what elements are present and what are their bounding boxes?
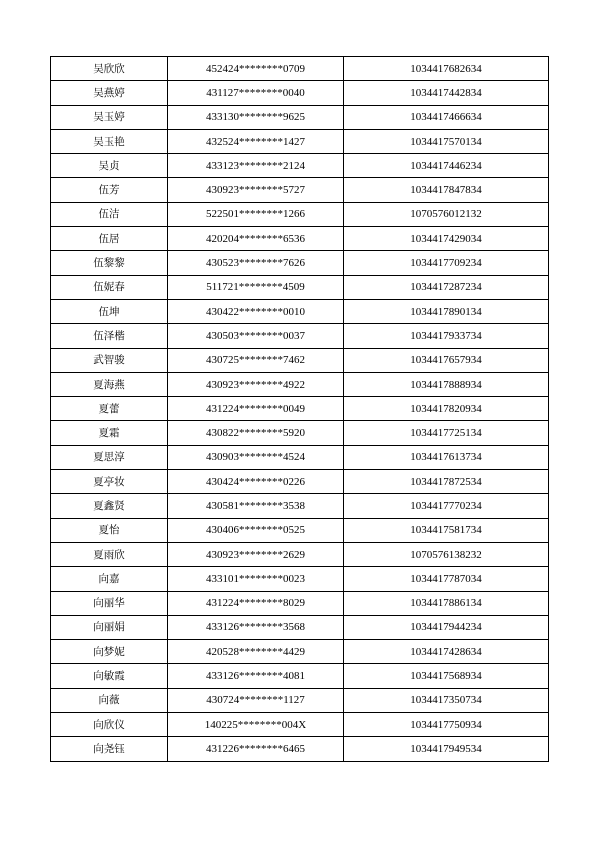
- name-cell: 向嘉: [51, 567, 168, 591]
- id-number-cell: 433101********0023: [168, 567, 344, 591]
- name-cell: 向欣仪: [51, 713, 168, 737]
- name-cell: 伍居: [51, 227, 168, 251]
- id-number-cell: 430581********3538: [168, 494, 344, 518]
- code-cell: 1034417568934: [344, 664, 549, 688]
- table-row: [51, 251, 549, 275]
- code-cell: 1034417886134: [344, 591, 549, 615]
- table-row: [51, 737, 549, 761]
- table-row: [51, 324, 549, 348]
- code-cell: 1034417657934: [344, 348, 549, 372]
- id-number-cell: 431226********6465: [168, 737, 344, 761]
- table-row: [51, 178, 549, 202]
- code-cell: 1034417770234: [344, 494, 549, 518]
- id-number-cell: 430923********5727: [168, 178, 344, 202]
- id-number-cell: 430923********2629: [168, 542, 344, 566]
- table-row: [51, 227, 549, 251]
- id-number-cell: 430903********4524: [168, 445, 344, 469]
- name-cell: 夏蕾: [51, 397, 168, 421]
- name-cell: 夏海燕: [51, 372, 168, 396]
- id-number-cell: 433123********2124: [168, 154, 344, 178]
- table-row: [51, 129, 549, 153]
- table-row: [51, 202, 549, 226]
- code-cell: 1034417890134: [344, 299, 549, 323]
- table-row: [51, 567, 549, 591]
- code-cell: 1034417581734: [344, 518, 549, 542]
- name-cell: 伍妮春: [51, 275, 168, 299]
- table-row: [51, 591, 549, 615]
- code-cell: 1034417709234: [344, 251, 549, 275]
- name-cell: 武智骏: [51, 348, 168, 372]
- id-number-cell: 511721********4509: [168, 275, 344, 299]
- table-row: [51, 348, 549, 372]
- name-cell: 夏雨欣: [51, 542, 168, 566]
- id-number-cell: 430406********0525: [168, 518, 344, 542]
- id-number-cell: 433126********4081: [168, 664, 344, 688]
- id-number-cell: 433126********3568: [168, 615, 344, 639]
- id-number-cell: 432524********1427: [168, 129, 344, 153]
- name-cell: 伍黎黎: [51, 251, 168, 275]
- name-cell: 夏怡: [51, 518, 168, 542]
- code-cell: 1034417350734: [344, 688, 549, 712]
- code-cell: 1070576012132: [344, 202, 549, 226]
- table-row: [51, 105, 549, 129]
- code-cell: 1034417287234: [344, 275, 549, 299]
- code-cell: 1070576138232: [344, 542, 549, 566]
- code-cell: 1034417949534: [344, 737, 549, 761]
- table-row: [51, 299, 549, 323]
- code-cell: 1034417446234: [344, 154, 549, 178]
- name-cell: 吴玉婷: [51, 105, 168, 129]
- table-row: [51, 713, 549, 737]
- table-row: [51, 445, 549, 469]
- id-number-cell: 430503********0037: [168, 324, 344, 348]
- name-cell: 伍泽楷: [51, 324, 168, 348]
- name-cell: 向梦妮: [51, 640, 168, 664]
- table-row: [51, 518, 549, 542]
- code-cell: 1034417933734: [344, 324, 549, 348]
- id-number-cell: 430424********0226: [168, 470, 344, 494]
- id-number-cell: 430724********1127: [168, 688, 344, 712]
- table-row: [51, 421, 549, 445]
- id-number-cell: 431224********8029: [168, 591, 344, 615]
- table-row: [51, 154, 549, 178]
- name-cell: 吴玉艳: [51, 129, 168, 153]
- name-cell: 向敏霞: [51, 664, 168, 688]
- table-row: [51, 615, 549, 639]
- code-cell: 1034417872534: [344, 470, 549, 494]
- table-row: [51, 275, 549, 299]
- table-row: [51, 81, 549, 105]
- code-cell: 1034417428634: [344, 640, 549, 664]
- name-cell: 吴燕婷: [51, 81, 168, 105]
- name-cell: 伍芳: [51, 178, 168, 202]
- name-cell: 伍坤: [51, 299, 168, 323]
- id-number-cell: 430822********5920: [168, 421, 344, 445]
- name-cell: 向薇: [51, 688, 168, 712]
- table-row: [51, 640, 549, 664]
- code-cell: 1034417820934: [344, 397, 549, 421]
- id-number-cell: 140225********004X: [168, 713, 344, 737]
- code-cell: 1034417944234: [344, 615, 549, 639]
- code-cell: 1034417725134: [344, 421, 549, 445]
- name-cell: 吴欣欣: [51, 57, 168, 81]
- name-cell: 夏思淳: [51, 445, 168, 469]
- code-cell: 1034417466634: [344, 105, 549, 129]
- name-cell: 夏亭妆: [51, 470, 168, 494]
- code-cell: 1034417613734: [344, 445, 549, 469]
- table-row: [51, 494, 549, 518]
- id-number-cell: 420204********6536: [168, 227, 344, 251]
- code-cell: 1034417888934: [344, 372, 549, 396]
- code-cell: 1034417429034: [344, 227, 549, 251]
- table-row: [51, 542, 549, 566]
- table-row: [51, 372, 549, 396]
- id-number-cell: 430523********7626: [168, 251, 344, 275]
- name-cell: 伍洁: [51, 202, 168, 226]
- id-number-cell: 433130********9625: [168, 105, 344, 129]
- table-row: [51, 57, 549, 81]
- records-table-body: [51, 57, 549, 762]
- id-number-cell: 452424********0709: [168, 57, 344, 81]
- name-cell: 夏霜: [51, 421, 168, 445]
- code-cell: 1034417682634: [344, 57, 549, 81]
- code-cell: 1034417570134: [344, 129, 549, 153]
- table-row: [51, 664, 549, 688]
- id-number-cell: 420528********4429: [168, 640, 344, 664]
- id-number-cell: 431224********0049: [168, 397, 344, 421]
- records-table: [50, 56, 549, 762]
- name-cell: 向丽华: [51, 591, 168, 615]
- code-cell: 1034417787034: [344, 567, 549, 591]
- name-cell: 夏鑫贤: [51, 494, 168, 518]
- name-cell: 向尧钰: [51, 737, 168, 761]
- id-number-cell: 522501********1266: [168, 202, 344, 226]
- id-number-cell: 430725********7462: [168, 348, 344, 372]
- table-row: [51, 397, 549, 421]
- code-cell: 1034417847834: [344, 178, 549, 202]
- id-number-cell: 430923********4922: [168, 372, 344, 396]
- name-cell: 吴贞: [51, 154, 168, 178]
- table-row: [51, 688, 549, 712]
- table-row: [51, 470, 549, 494]
- id-number-cell: 430422********0010: [168, 299, 344, 323]
- id-number-cell: 431127********0040: [168, 81, 344, 105]
- name-cell: 向丽娟: [51, 615, 168, 639]
- code-cell: 1034417750934: [344, 713, 549, 737]
- code-cell: 1034417442834: [344, 81, 549, 105]
